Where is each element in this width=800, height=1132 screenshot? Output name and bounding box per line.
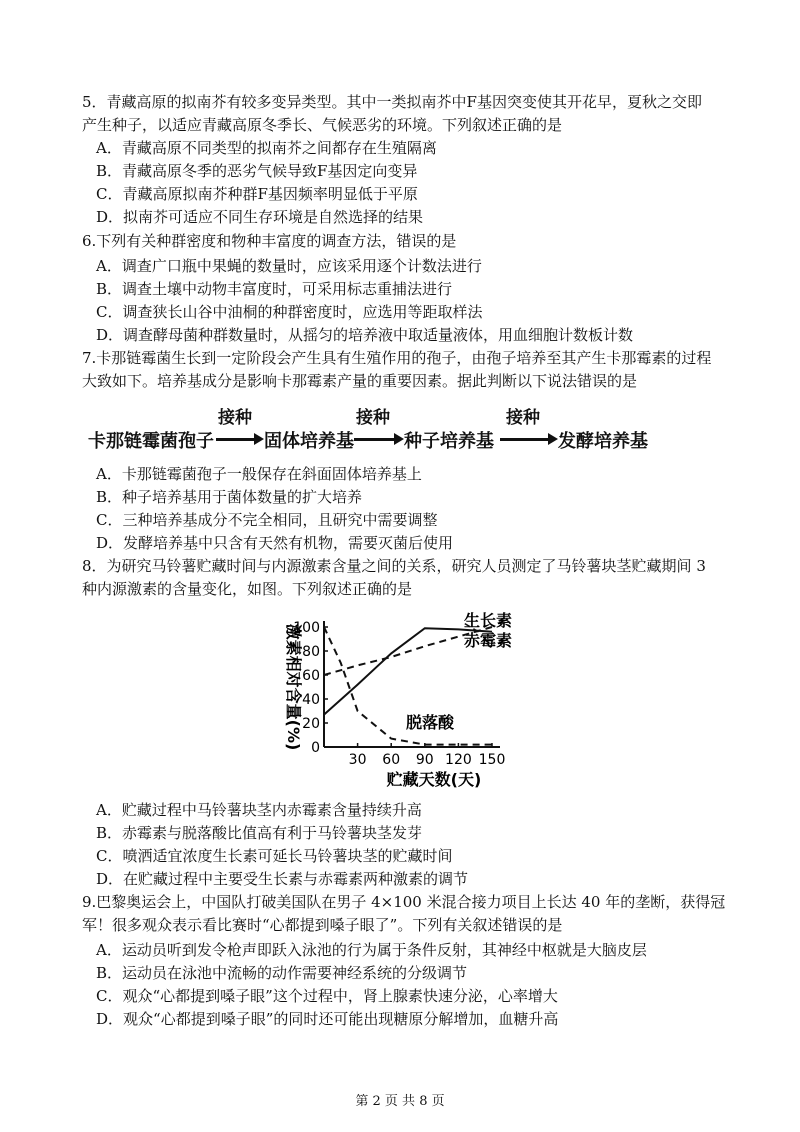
- q7-stem-line1: 7.卡那链霉菌生长到一定阶段会产生具有生殖作用的孢子，由孢子培养至其产生卡那霉素的过程: [82, 349, 712, 367]
- q8-option-b: B．赤霉素与脱落酸比值高有利于马铃薯块茎发芽: [96, 824, 423, 842]
- y-tick-label: 20: [302, 716, 320, 732]
- q5-stem-line1: 5．青藏高原的拟南芥有较多变异类型。其中一类拟南芥中F基因突变使其开花早，夏秋之交即: [82, 93, 702, 111]
- q5-stem-line2: 产生种子，以适应青藏高原冬季长、气候恶劣的环境。下列叙述正确的是: [82, 116, 563, 134]
- flow-arrow-label-2: 接种: [356, 408, 390, 428]
- flow-node-seed-medium: 种子培养基: [404, 431, 494, 452]
- y-tick-label: 100: [293, 620, 320, 636]
- q9-option-c: C．观众“心都提到嗓子眼”这个过程中，肾上腺素快速分泌，心率增大: [96, 987, 558, 1005]
- q6-option-d: D．调查酵母菌种群数量时，从摇匀的培养液中取适量液体，用血细胞计数板计数: [96, 326, 634, 344]
- flow-arrow-label-3: 接种: [506, 408, 540, 428]
- q5-option-a: A．青藏高原不同类型的拟南芥之间都存在生殖隔离: [96, 139, 437, 157]
- q9-stem-line1: 9.巴黎奥运会上，中国队打破美国队在男子 4×100 米混合接力项目上长达 40 年的垄断，获得冠: [82, 893, 726, 911]
- q9-option-a: A．运动员听到发令枪声即跃入泳池的行为属于条件反射，其神经中枢就是大脑皮层: [96, 941, 647, 959]
- x-tick-label: 60: [382, 752, 401, 768]
- q6-option-a: A．调查广口瓶中果蝇的数量时，应该采用逐个计数法进行: [96, 257, 482, 275]
- x-tick-label: 150: [478, 752, 506, 768]
- q5-option-d: D．拟南芥可适应不同生存环境是自然选择的结果: [96, 208, 424, 226]
- q5-option-c: C．青藏高原拟南芥种群F基因频率明显低于平原: [96, 185, 418, 203]
- q9-stem-line2: 军！很多观众表示看比赛时“心都提到嗓子眼了”。下列有关叙述错误的是: [82, 916, 563, 934]
- q6-option-b: B．调查土壤中动物丰富度时，可采用标志重捕法进行: [96, 280, 453, 298]
- flow-node-fermentation-medium: 发酵培养基: [558, 431, 648, 452]
- y-tick-label: 40: [302, 692, 320, 708]
- y-tick-label: 80: [302, 644, 320, 660]
- q6-option-c: C．调查狭长山谷中油桐的种群密度时，应选用等距取样法: [96, 303, 483, 321]
- x-tick-label: 30: [348, 752, 367, 768]
- page-footer: 第 2 页 共 8 页: [355, 1094, 445, 1109]
- q8-option-a: A．贮藏过程中马铃薯块茎内赤霉素含量持续升高: [96, 801, 422, 819]
- flow-arrow-3: [500, 438, 550, 441]
- q6-stem: 6.下列有关种群密度和物种丰富度的调查方法，错误的是: [82, 232, 457, 250]
- series-label-0: 生长素: [464, 611, 513, 630]
- flow-arrow-label-1: 接种: [218, 408, 252, 428]
- q9-option-b: B．运动员在泳池中流畅的动作需要神经系统的分级调节: [96, 964, 468, 982]
- q8-option-d: D．在贮藏过程中主要受生长素与赤霉素两种激素的调节: [96, 870, 469, 888]
- y-axis-label: 激素相对含量(%): [284, 623, 303, 751]
- flow-node-spore: 卡那链霉菌孢子: [88, 431, 214, 452]
- y-tick-label: 60: [302, 668, 320, 684]
- y-tick-label: 0: [311, 740, 320, 756]
- x-tick-label: 90: [415, 752, 434, 768]
- q5-option-b: B．青藏高原冬季的恶劣气候导致F基因定向变异: [96, 162, 418, 180]
- q8-stem-line1: 8．为研究马铃薯贮藏时间与内源激素含量之间的关系，研究人员测定了马铃薯块茎贮藏期间 3: [82, 557, 706, 575]
- q7-flow-diagram: [88, 403, 708, 452]
- q7-option-b: B．种子培养基用于菌体数量的扩大培养: [96, 488, 363, 506]
- flow-arrow-1: [216, 438, 256, 441]
- q9-option-d: D．观众“心都提到嗓子眼”的同时还可能出现糖原分解增加，血糖升高: [96, 1010, 559, 1028]
- q7-stem-line2: 大致如下。培养基成分是影响卡那霉素产量的重要因素。据此判断以下说法错误的是: [82, 372, 638, 390]
- q8-option-c: C．喷洒适宜浓度生长素可延长马铃薯块茎的贮藏时间: [96, 847, 453, 865]
- flow-arrow-2: [354, 438, 396, 441]
- q7-option-a: A．卡那链霉菌孢子一般保存在斜面固体培养基上: [96, 465, 422, 483]
- hormone-chart: [268, 600, 518, 788]
- x-tick-label: 120: [445, 752, 472, 768]
- flow-node-solid-medium: 固体培养基: [264, 431, 354, 452]
- x-axis-label: 贮藏天数(天): [386, 770, 482, 788]
- q8-stem-line2: 种内源激素的含量变化，如图。下列叙述正确的是: [82, 580, 413, 598]
- series-label-1: 赤霉素: [464, 631, 513, 650]
- q7-option-c: C．三种培养基成分不完全相同，且研究中需要调整: [96, 511, 438, 529]
- q7-option-d: D．发酵培养基中只含有天然有机物，需要灭菌后使用: [96, 534, 454, 552]
- series-label-2: 脱落酸: [406, 713, 455, 732]
